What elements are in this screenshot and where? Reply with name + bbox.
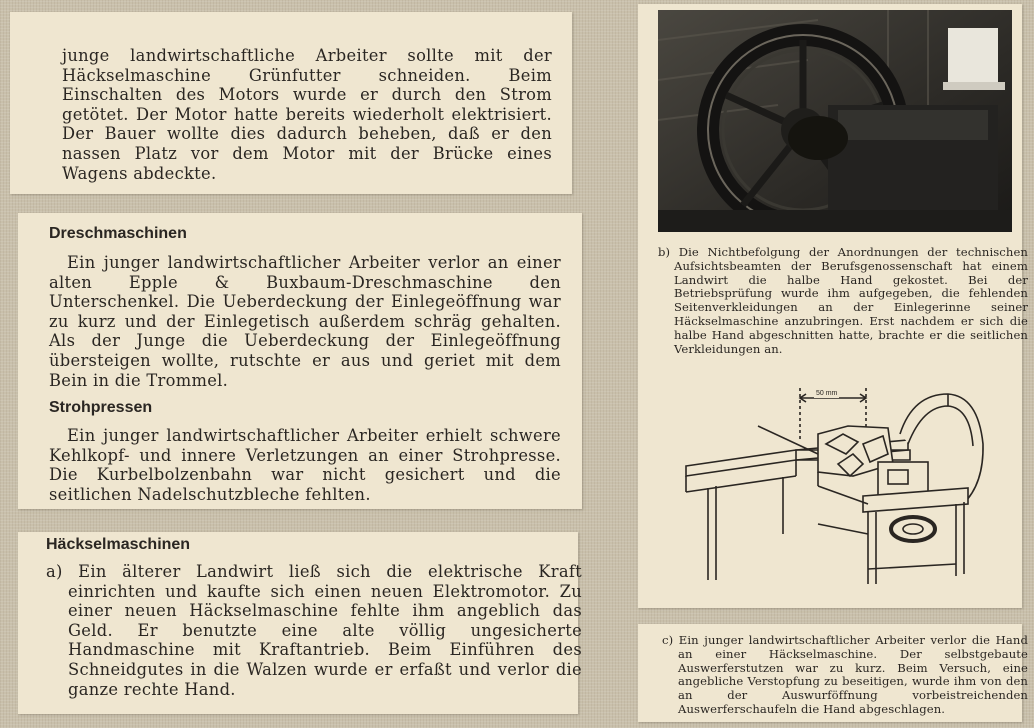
heading-strohpressen: Strohpressen xyxy=(49,399,153,416)
figure-clipping xyxy=(638,4,1028,608)
caption-b: b) Die Nichtbefolgung der Anordnungen der technischen Aufsichtsbeamten der Berufsgenossenschaft hat einem Landwirt die halbe Hand gekostet. Bei der Betriebsprüfung wurde ihm aufgegeben, die fehlenden Seitenverkleidungen an der Einlegerinne seiner Häckselmaschine anzubringen. Erst nachdem er sich die halbe Hand abgeschnitten hatte, brachte er die seitlichen Verkleidungen an. xyxy=(658,245,1028,356)
paragraph-haeckselmaschinen-a: a) Ein älterer Landwirt ließ sich die elektrische Kraft einrichten und kaufte sich einen neuen Elektromotor. Zu einer neuen Häckselmaschine fehlte ihm angeblich das Geld. Er benutzte eine alte völlig ungesicherte Handmaschine mit Kraftantrieb. Beim Einführen des Schneidgutes in die Walzen wurde er erfaßt und verlor die ganze rechte Hand. xyxy=(46,562,582,699)
machine-flywheel-photo xyxy=(658,10,1012,232)
paragraph-strohpressen: Ein junger landwirtschaftlicher Arbeiter erhielt schwere Kehlkopf- und innere Verletzungen an einer Strohpresse. Die Kurbelbolzenbahn war nicht gesichert und die seitlichen Nadelschutzbleche fehlten. xyxy=(49,426,561,504)
article-clipping-machines xyxy=(18,213,582,509)
article-clipping-haeckselmaschinen xyxy=(18,532,582,714)
paragraph-dreschmaschinen: Ein junger landwirtschaftlicher Arbeiter verlor an einer alten Epple & Buxbaum-Dreschmaschine den Unterschenkel. Die Ueberdeckung der Einlegeöffnung war zu kurz und der Einlegetisch außerdem schräg gehalten. Als der Junge die Ueberdeckung der Einlegeöffnung übersteigen wollte, rutschte er aus und geriet mit dem Bein in die Trommel. xyxy=(49,253,561,390)
technical-drawing xyxy=(678,384,1008,594)
article-clipping-top xyxy=(10,12,572,194)
haeckselmaschine-drawing xyxy=(678,384,1008,594)
intro-paragraph: junge landwirtschaftliche Arbeiter sollte mit der Häckselmaschine Grünfutter schneiden. Beim Einschalten des Motors wurde er durch den Strom getötet. Der Motor hatte bereits wiederholt elektrisiert. Der Bauer wollte dies dadurch beheben, daß er den nassen Platz vor dem Motor mit der Brücke eines Wagens abdeckte. xyxy=(62,46,552,183)
dimension-label: 50 mm xyxy=(816,390,838,397)
caption-clipping-c xyxy=(638,624,1028,722)
photo-illustration xyxy=(658,10,1012,232)
heading-dreschmaschinen: Dreschmaschinen xyxy=(49,225,187,242)
caption-c: c) Ein junger landwirtschaftlicher Arbeiter verlor die Hand an einer Häckselmaschine. Der selbstgebaute Auswerferstutzen war zu kurz. Beim Versuch, eine angebliche Verstopfung zu beseitigen, wurde ihm von den an der Auswurföffnung vorbeistreichenden Auswerferschaufeln die Hand abgeschlagen. xyxy=(662,633,1028,716)
heading-haeckselmaschinen: Häckselmaschinen xyxy=(46,536,191,553)
